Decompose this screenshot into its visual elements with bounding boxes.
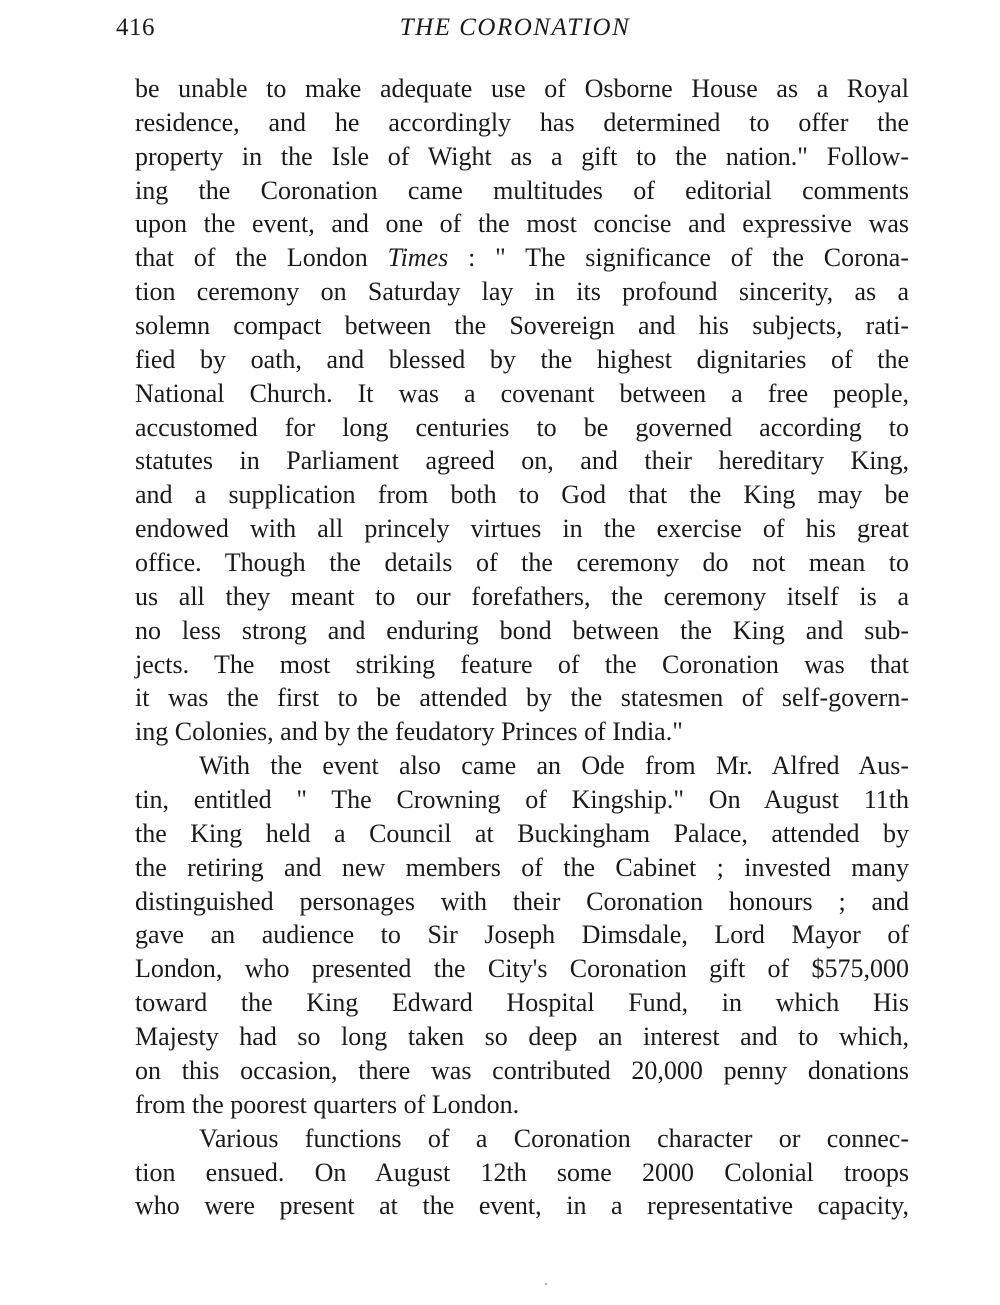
text-line: the retiring and new members of the Cabinet ; invested many: [135, 852, 909, 882]
text-line: tin, entitled " The Crowning of Kingship." On August 11th: [135, 785, 909, 815]
text-line: ing the Coronation came multitudes of editorial comments: [135, 175, 909, 205]
text-line: property in the Isle of Wight as a gift to the nation." Follow-: [135, 141, 909, 171]
text-line: that of the London Times : " The significance of the Corona-: [135, 243, 909, 273]
text-line: no less strong and enduring bond between the King and sub-: [135, 615, 909, 645]
text-line: on this occasion, there was contributed 20,000 penny donations: [135, 1055, 909, 1085]
text-line: office. Though the details of the ceremony do not mean to: [135, 548, 909, 578]
text-line: accustomed for long centuries to be governed according to: [135, 412, 909, 442]
text-line: Various functions of a Coronation character or connec-: [199, 1123, 909, 1153]
text-line: jects. The most striking feature of the Coronation was that: [135, 649, 909, 679]
text-line: from the poorest quarters of London.: [135, 1089, 520, 1119]
text-line: it was the first to be attended by the statesmen of self-govern-: [135, 683, 909, 713]
text-line: residence, and he accordingly has determined to offer the: [135, 107, 909, 137]
newspaper-title: Times: [387, 243, 449, 273]
text-line: toward the King Edward Hospital Fund, in which His: [135, 988, 909, 1018]
running-title: THE CORONATION: [399, 14, 631, 41]
text-line: ing Colonies, and by the feudatory Princes of India.": [135, 717, 683, 747]
text-line: be unable to make adequate use of Osborne House as a Royal: [135, 74, 909, 103]
body-text: [135, 72, 909, 1223]
page-header: [116, 14, 914, 50]
text-line: the King held a Council at Buckingham Palace, attended by: [135, 818, 909, 848]
text-line: upon the event, and one of the most concise and expressive was: [135, 209, 909, 239]
text-line: distinguished personages with their Coronation honours ; and: [135, 886, 909, 916]
text-line: tion ensued. On August 12th some 2000 Colonial troops: [135, 1157, 909, 1187]
text-line: tion ceremony on Saturday lay in its profound sincerity, as a: [135, 277, 909, 307]
text-line: London, who presented the City's Coronation gift of $575,000: [135, 954, 909, 984]
text-line: gave an audience to Sir Joseph Dimsdale, Lord Mayor of: [135, 920, 909, 950]
page-speck: [545, 1283, 547, 1285]
text-line: us all they meant to our forefathers, the ceremony itself is a: [135, 581, 909, 611]
text-line: endowed with all princely virtues in the exercise of his great: [135, 514, 909, 544]
text-line: With the event also came an Ode from Mr. Alfred Aus-: [199, 751, 909, 781]
page-number: 416: [116, 14, 155, 41]
text-line: Majesty had so long taken so deep an interest and to which,: [135, 1022, 909, 1052]
text-line: fied by oath, and blessed by the highest dignitaries of the: [135, 344, 909, 374]
text-line: and a supplication from both to God that the King may be: [135, 480, 909, 510]
text-line: statutes in Parliament agreed on, and their hereditary King,: [135, 446, 909, 476]
text-line: who were present at the event, in a representative capacity,: [135, 1191, 909, 1221]
text-line: solemn compact between the Sovereign and his subjects, rati-: [135, 311, 909, 341]
text-line: National Church. It was a covenant between a free people,: [135, 378, 909, 408]
